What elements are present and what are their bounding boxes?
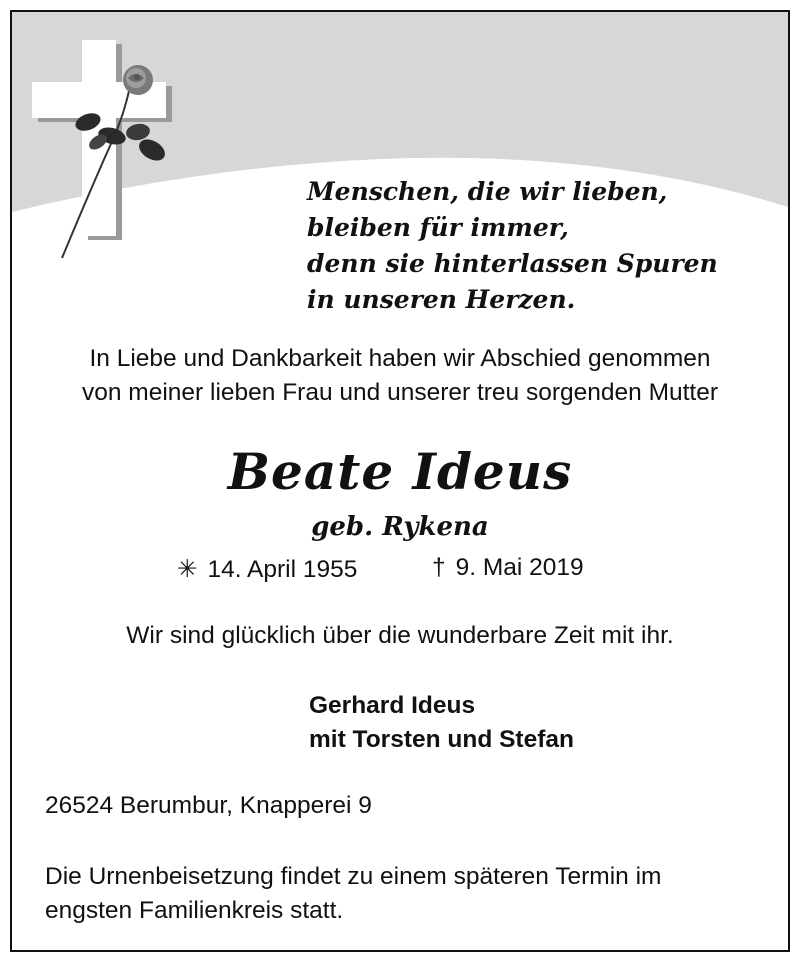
obituary-card — [10, 10, 790, 952]
poem-verse — [307, 174, 767, 318]
address: 26524 Berumbur, Knapperei 9 — [45, 792, 372, 819]
family-signature — [309, 689, 574, 757]
death-date-group — [432, 554, 584, 582]
intro-line: In Liebe und Dankbarkeit haben wir Abschied genommen — [89, 345, 711, 372]
birth-date-group — [177, 554, 357, 584]
poem-line: denn sie hinterlassen Spuren — [307, 249, 718, 278]
notice-line: Die Urnenbeisetzung findet zu einem späteren Termin im — [45, 863, 662, 890]
notice-line: engsten Familienkreis statt. — [45, 897, 344, 924]
poem-line: bleiben für immer, — [307, 213, 569, 242]
cross-with-rose-icon — [32, 36, 192, 266]
family-line: Gerhard Ideus — [309, 692, 476, 719]
death-date: 9. Mai 2019 — [455, 554, 584, 581]
birth-name: geb. Rykena — [311, 512, 489, 542]
poem-line: Menschen, die wir lieben, — [307, 177, 668, 206]
birth-date: 14. April 1955 — [207, 556, 358, 583]
intro-line: von meiner lieben Frau und unserer treu sorgenden Mutter — [82, 379, 718, 406]
burial-notice — [45, 860, 765, 928]
intro-text — [12, 342, 788, 410]
poem-line: in unseren Herzen. — [307, 285, 576, 314]
family-line: mit Torsten und Stefan — [309, 726, 574, 753]
birth-star-icon: ✳ — [177, 556, 198, 583]
death-cross-icon: † — [432, 554, 446, 581]
gratitude-statement: Wir sind glücklich über die wunderbare Zeit mit ihr. — [126, 622, 674, 649]
deceased-name: Beate Ideus — [227, 442, 573, 501]
